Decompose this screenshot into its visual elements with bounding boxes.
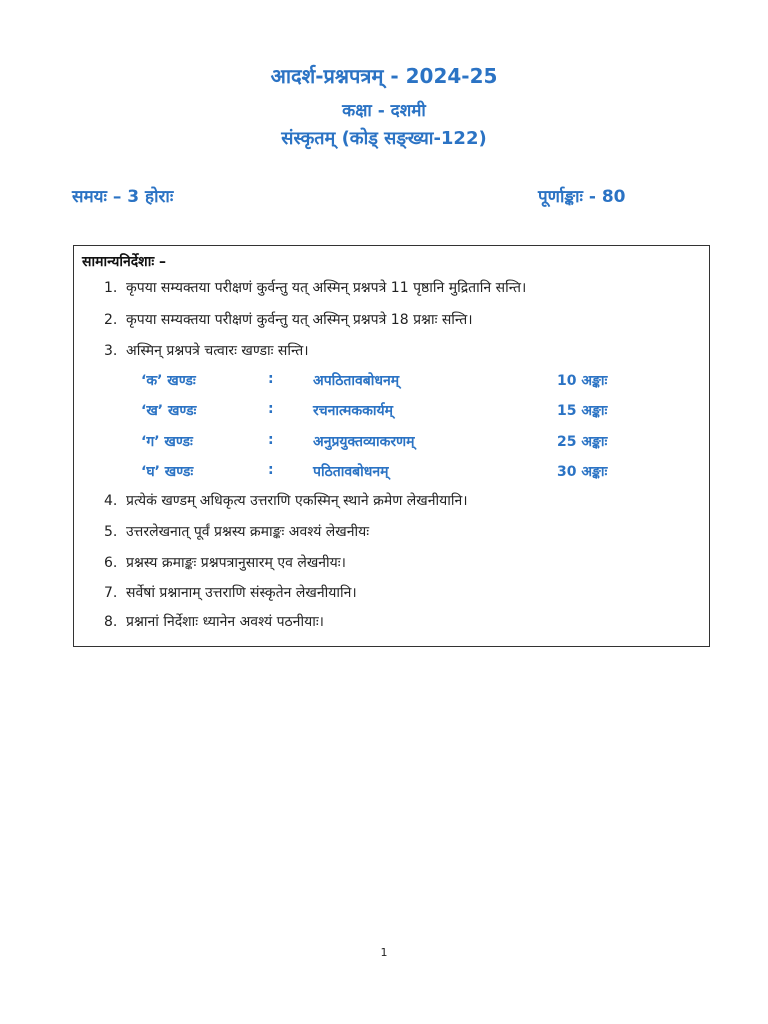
instruction-number: 3. xyxy=(104,343,118,359)
instruction-item xyxy=(104,310,473,329)
instruction-text: कृपया सम्यक्तया परीक्षणं कुर्वन्तु यत् अस्मिन् प्रश्नपत्रे 11 पृष्ठानि मुद्रितानि सन्ति। xyxy=(126,280,527,296)
section-name: अपठितावबोधनम् xyxy=(313,373,400,389)
instruction-text: प्रत्येकं खण्डम् अधिकृत्य उत्तराणि एकस्मिन् स्थाने क्रमेण लेखनीयानि। xyxy=(126,493,468,509)
section-marks: 15 अङ्काः xyxy=(557,403,608,419)
section-marks: 30 अङ्काः xyxy=(557,464,608,480)
instruction-text: प्रश्नानां निर्देशाः ध्यानेन अवश्यं पठनीयाः। xyxy=(126,614,324,630)
section-name: रचनात्मककार्यम् xyxy=(313,403,393,419)
paper-title: आदर्श-प्रश्नपत्रम् - 2024-25 xyxy=(270,64,498,88)
instruction-number: 2. xyxy=(104,312,118,328)
section-colon: : xyxy=(268,371,274,387)
instruction-item xyxy=(104,278,526,297)
instruction-number: 8. xyxy=(104,614,118,630)
instruction-text: सर्वेषां प्रश्नानाम् उत्तराणि संस्कृतेन लेखनीयानि। xyxy=(126,585,357,601)
instruction-item xyxy=(104,583,357,602)
instruction-number: 1. xyxy=(104,280,118,296)
instruction-item xyxy=(104,341,309,360)
section-name: अनुप्रयुक्तव्याकरणम् xyxy=(313,434,415,450)
section-row-ka xyxy=(141,371,641,391)
instruction-text: अस्मिन् प्रश्नपत्रे चत्वारः खण्डाः सन्ति। xyxy=(126,343,309,359)
maximum-marks: पूर्णाङ्काः - 80 xyxy=(538,187,626,207)
section-name: पठितावबोधनम् xyxy=(313,464,389,480)
class-line: कक्षा - दशमी xyxy=(342,101,426,121)
instruction-item xyxy=(104,553,346,572)
section-colon: : xyxy=(268,432,274,448)
subject-line: संस्कृतम् (कोड् सङ्ख्या-122) xyxy=(281,128,487,149)
instruction-text: प्रश्नस्य क्रमाङ्कः प्रश्नपत्रानुसारम् एव लेखनीयः। xyxy=(126,555,346,571)
instruction-item xyxy=(104,522,369,541)
section-colon: : xyxy=(268,401,274,417)
instruction-number: 5. xyxy=(104,524,118,540)
instructions-heading: सामान्यनिर्देशाः – xyxy=(82,254,167,270)
section-row-gha xyxy=(141,462,641,482)
section-label: ‘ग’ खण्डः xyxy=(141,434,193,450)
general-instructions-box xyxy=(73,245,710,647)
section-label: ‘क’ खण्डः xyxy=(141,373,196,389)
time-allowed: समयः – 3 होराः xyxy=(72,187,174,207)
section-label: ‘घ’ खण्डः xyxy=(141,464,194,480)
instruction-text: कृपया सम्यक्तया परीक्षणं कुर्वन्तु यत् अस्मिन् प्रश्नपत्रे 18 प्रश्नाः सन्ति। xyxy=(126,312,473,328)
instruction-number: 4. xyxy=(104,493,118,509)
instruction-number: 6. xyxy=(104,555,118,571)
section-marks: 10 अङ्काः xyxy=(557,373,608,389)
instruction-item xyxy=(104,491,468,510)
section-marks: 25 अङ्काः xyxy=(557,434,608,450)
page-number: 1 xyxy=(380,946,388,959)
section-label: ‘ख’ खण्डः xyxy=(141,403,197,419)
instruction-text: उत्तरलेखनात् पूर्वं प्रश्नस्य क्रमाङ्कः अवश्यं लेखनीयः xyxy=(126,524,370,540)
section-row-ga xyxy=(141,432,641,452)
instruction-number: 7. xyxy=(104,585,118,601)
section-row-kha xyxy=(141,401,641,421)
instruction-item xyxy=(104,612,324,631)
section-colon: : xyxy=(268,462,274,478)
